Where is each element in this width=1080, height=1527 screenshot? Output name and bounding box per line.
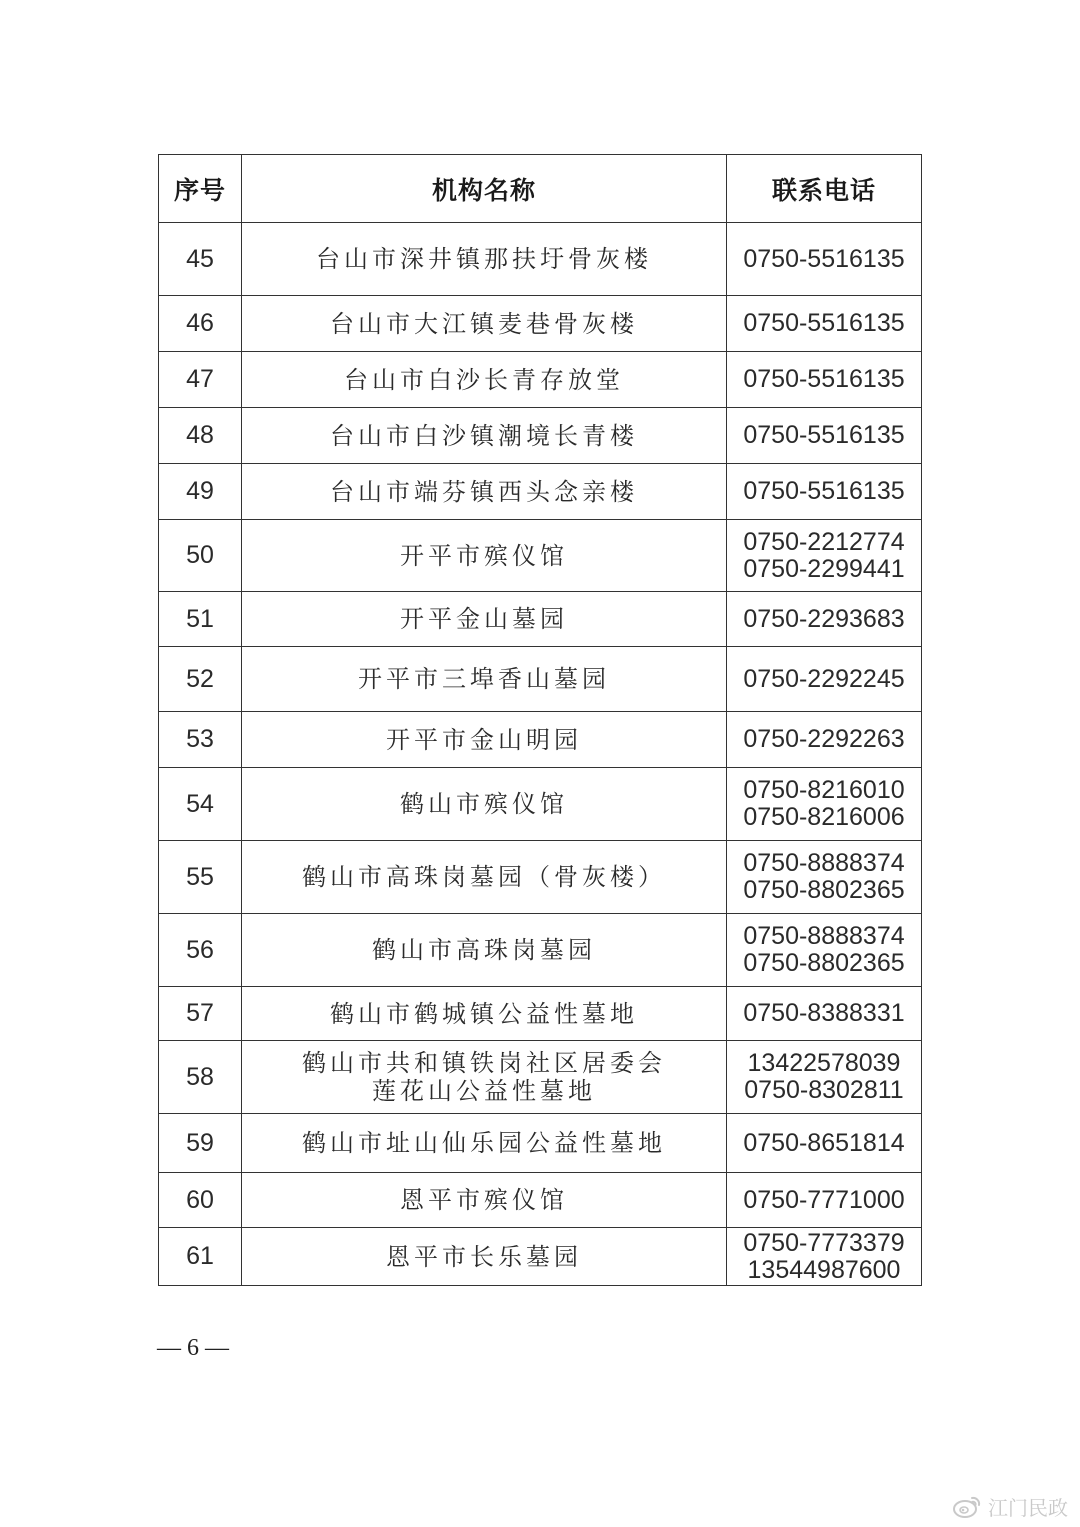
cell-serial-number: 60	[159, 1173, 242, 1228]
phone-number: 0750-8888374	[743, 922, 905, 950]
cell-contact-phone	[727, 1228, 922, 1286]
header-contact-phone: 联系电话	[727, 155, 922, 223]
institution-name-line: 鹤山市址山仙乐园公益性墓地	[302, 1129, 666, 1157]
institution-name-line: 莲花山公益性墓地	[372, 1077, 596, 1105]
phone-number: 0750-2212774	[743, 527, 905, 556]
cell-contact-phone	[727, 841, 922, 914]
cell-serial-number: 59	[159, 1114, 242, 1173]
institution-name-line: 开平市金山明园	[386, 725, 582, 754]
watermark	[952, 1492, 1068, 1520]
header-serial-number: 序号	[159, 155, 242, 223]
table-row	[159, 841, 922, 914]
phone-number: 0750-2293683	[743, 604, 905, 633]
cell-serial-number: 55	[159, 841, 242, 914]
header-institution-name: 机构名称	[242, 155, 727, 223]
institution-name-line: 台山市大江镇麦巷骨灰楼	[330, 309, 638, 338]
institution-name-line: 鹤山市高珠岗墓园	[372, 936, 596, 964]
institution-name-line: 恩平市殡仪馆	[400, 1186, 568, 1214]
watermark-text: 江门民政	[988, 1495, 1068, 1520]
phone-number: 0750-8302811	[744, 1076, 904, 1104]
phone-number: 0750-8802365	[743, 949, 905, 977]
table-header-row	[159, 155, 922, 223]
weibo-icon	[952, 1493, 982, 1519]
phone-number: 0750-7773379	[743, 1228, 905, 1257]
institution-name-line: 开平市三埠香山墓园	[358, 665, 610, 693]
phone-number: 0750-5516135	[743, 309, 905, 337]
cell-institution-name	[242, 520, 727, 592]
cell-institution-name	[242, 1041, 727, 1114]
cell-contact-phone	[727, 768, 922, 841]
cell-institution-name	[242, 296, 727, 352]
phone-number: 0750-8216006	[743, 803, 905, 831]
table-row	[159, 223, 922, 296]
phone-number: 0750-5516135	[743, 477, 905, 505]
institution-name-line: 台山市白沙镇潮境长青楼	[330, 421, 638, 450]
phone-number: 0750-2299441	[743, 554, 905, 583]
phone-number: 0750-2292263	[743, 725, 905, 753]
cell-contact-phone	[727, 464, 922, 520]
cell-contact-phone	[727, 987, 922, 1041]
phone-number: 0750-2292245	[743, 664, 905, 693]
cell-contact-phone	[727, 296, 922, 352]
table-row	[159, 712, 922, 768]
cell-contact-phone	[727, 647, 922, 712]
cell-institution-name	[242, 408, 727, 464]
phone-number: 0750-5516135	[743, 365, 905, 393]
cell-serial-number: 56	[159, 914, 242, 987]
table-row	[159, 768, 922, 841]
institution-name-line: 鹤山市高珠岗墓园（骨灰楼）	[302, 863, 666, 891]
table-row	[159, 408, 922, 464]
table-row	[159, 914, 922, 987]
cell-institution-name	[242, 223, 727, 296]
cell-contact-phone	[727, 520, 922, 592]
cell-institution-name	[242, 464, 727, 520]
cell-contact-phone	[727, 592, 922, 647]
cell-institution-name	[242, 841, 727, 914]
table-row	[159, 647, 922, 712]
institution-name-line: 台山市白沙长青存放堂	[344, 365, 624, 394]
cell-contact-phone	[727, 712, 922, 768]
table-row	[159, 352, 922, 408]
institution-name-line: 台山市端芬镇西头念亲楼	[330, 477, 638, 506]
cell-institution-name	[242, 352, 727, 408]
cell-institution-name	[242, 914, 727, 987]
table-row	[159, 1114, 922, 1173]
table-row	[159, 1173, 922, 1228]
cell-institution-name	[242, 987, 727, 1041]
cell-serial-number: 49	[159, 464, 242, 520]
table-row	[159, 520, 922, 592]
cell-serial-number: 51	[159, 592, 242, 647]
cell-contact-phone	[727, 914, 922, 987]
phone-number: 0750-8888374	[743, 849, 905, 877]
cell-institution-name	[242, 592, 727, 647]
cell-serial-number: 53	[159, 712, 242, 768]
table-row	[159, 296, 922, 352]
institution-name-line: 恩平市长乐墓园	[386, 1242, 582, 1271]
institution-table	[158, 154, 922, 1286]
cell-contact-phone	[727, 223, 922, 296]
cell-institution-name	[242, 768, 727, 841]
cell-serial-number: 58	[159, 1041, 242, 1114]
cell-serial-number: 47	[159, 352, 242, 408]
phone-number: 0750-5516135	[743, 244, 905, 273]
institution-name-line: 台山市深井镇那扶圩骨灰楼	[316, 245, 652, 273]
phone-number: 0750-5516135	[743, 421, 905, 449]
table-body	[159, 223, 922, 1286]
table-row	[159, 987, 922, 1041]
cell-serial-number: 52	[159, 647, 242, 712]
institution-name-line: 开平金山墓园	[400, 605, 568, 633]
cell-contact-phone	[727, 352, 922, 408]
table-row	[159, 592, 922, 647]
cell-serial-number: 50	[159, 520, 242, 592]
cell-serial-number: 54	[159, 768, 242, 841]
cell-contact-phone	[727, 408, 922, 464]
phone-number: 0750-8388331	[743, 999, 905, 1027]
institution-name-line: 鹤山市鹤城镇公益性墓地	[330, 999, 638, 1028]
cell-institution-name	[242, 1228, 727, 1286]
phone-number: 0750-8651814	[743, 1128, 905, 1157]
table-row	[159, 464, 922, 520]
cell-serial-number: 45	[159, 223, 242, 296]
phone-number: 0750-8802365	[743, 876, 905, 904]
cell-institution-name	[242, 647, 727, 712]
institution-name-line: 鹤山市共和镇铁岗社区居委会	[302, 1049, 666, 1077]
cell-serial-number: 46	[159, 296, 242, 352]
institution-name-line: 开平市殡仪馆	[400, 541, 568, 570]
table-row	[159, 1228, 922, 1286]
cell-contact-phone	[727, 1041, 922, 1114]
cell-serial-number: 57	[159, 987, 242, 1041]
page-number: — 6 —	[157, 1335, 229, 1361]
cell-institution-name	[242, 1114, 727, 1173]
cell-serial-number: 48	[159, 408, 242, 464]
cell-contact-phone	[727, 1173, 922, 1228]
cell-contact-phone	[727, 1114, 922, 1173]
phone-number: 0750-7771000	[743, 1185, 905, 1214]
table-row	[159, 1041, 922, 1114]
phone-number: 13422578039	[747, 1049, 901, 1077]
phone-number: 0750-8216010	[743, 776, 905, 804]
cell-institution-name	[242, 1173, 727, 1228]
phone-number: 13544987600	[747, 1255, 901, 1284]
cell-serial-number: 61	[159, 1228, 242, 1286]
institution-name-line: 鹤山市殡仪馆	[400, 790, 568, 818]
cell-institution-name	[242, 712, 727, 768]
